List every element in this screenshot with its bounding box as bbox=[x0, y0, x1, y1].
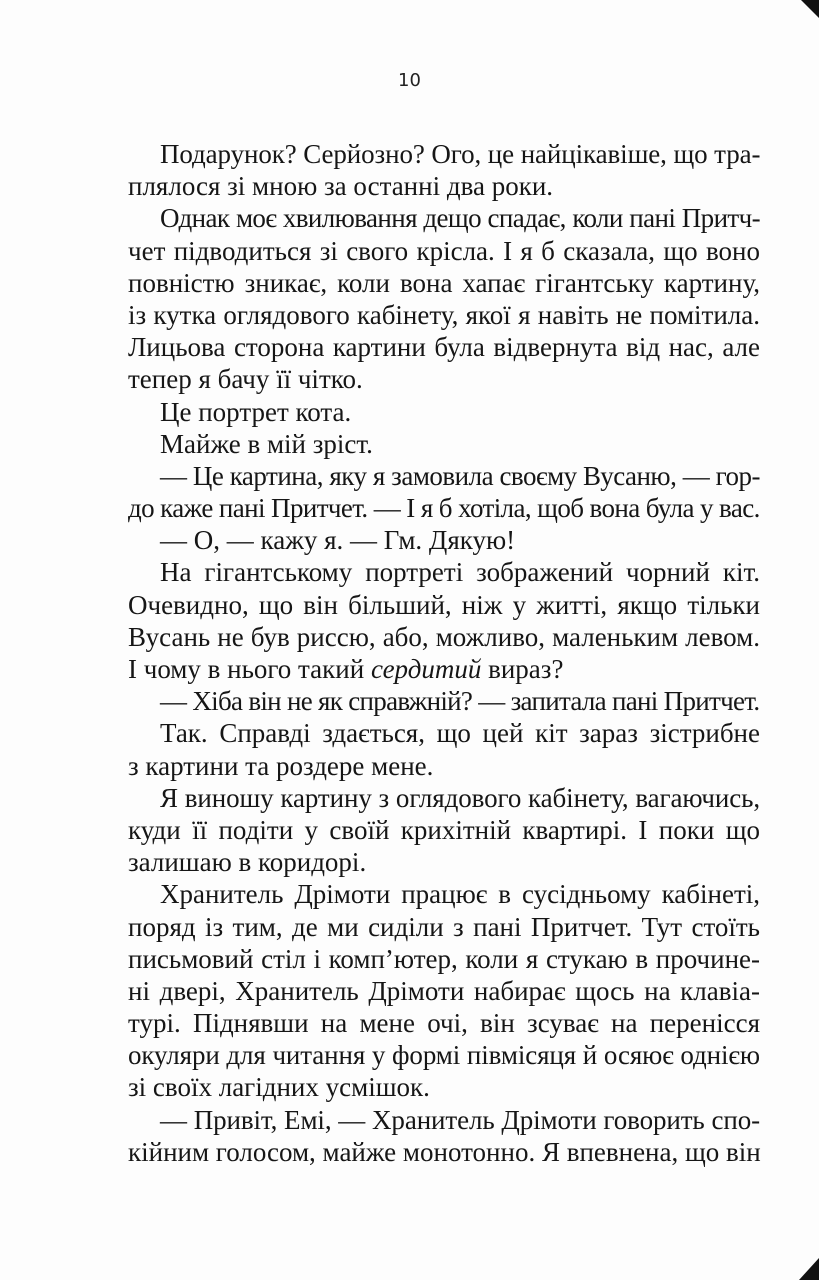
text-line: турі. Піднявши на мене очі, він зсуває на перенісся bbox=[128, 1008, 760, 1039]
text-line: письмовий стіл і комп’ютер, коли я стукаю в прочине- bbox=[128, 943, 760, 974]
page-number: 10 bbox=[398, 70, 421, 91]
text-line: Так. Справді здається, що цей кіт зараз зістрибне bbox=[160, 718, 760, 749]
text-line: — О, — кажу я. — Гм. Дякую! bbox=[160, 525, 516, 556]
text-segment: вираз? bbox=[481, 654, 564, 684]
text-line: поряд із тим, де ми сиділи з пані Притчет. Тут стоїть bbox=[128, 911, 760, 942]
text-line: — Хіба він не як справжній? — запитала пані Притчет. bbox=[160, 686, 760, 717]
text-line: кійним голосом, майже монотонно. Я впевнена, що він bbox=[128, 1136, 761, 1167]
text-line: окуляри для читання у формі півмісяця й осяює однією bbox=[128, 1040, 760, 1071]
text-line: — Це картина, яку я замовила своєму Вусаню, — гор- bbox=[160, 460, 760, 491]
text-line: Майже в мій зріст. bbox=[160, 428, 373, 459]
text-line: Вусань не був риссю, або, можливо, маленьким левом. bbox=[128, 621, 760, 652]
page-corner-mark-bottom bbox=[799, 1258, 819, 1280]
text-line: Очевидно, що він більший, ніж у житті, якщо тільки bbox=[128, 589, 760, 620]
page-corner-mark bbox=[801, 0, 819, 18]
text-line: з картини та роздере мене. bbox=[128, 750, 434, 781]
text-line: залишаю в коридорі. bbox=[128, 847, 367, 878]
text-segment: І чому в нього такий bbox=[128, 654, 371, 684]
text-line: повністю зникає, коли вона хапає гігантську картину, bbox=[128, 267, 760, 298]
text-line: — Привіт, Емі, — Хранитель Дрімоти говорить спо- bbox=[160, 1104, 760, 1135]
body-text bbox=[128, 138, 760, 1168]
text-line: Однак моє хвилювання дещо спадає, коли пані Притч- bbox=[160, 203, 760, 234]
text-line: чет підводиться зі свого крісла. І я б сказала, що воно bbox=[128, 235, 760, 266]
text-line: Я виношу картину з оглядового кабінету, вагаючись, bbox=[160, 782, 760, 813]
text-line: На гігантському портреті зображений чорний кіт. bbox=[160, 557, 760, 588]
text-line: плялося зі мною за останні два роки. bbox=[128, 171, 554, 202]
text-line: куди її подіти у своїй крихітній квартирі. І поки що bbox=[128, 814, 760, 845]
text-line: зі своїх лагідних усмішок. bbox=[128, 1072, 430, 1103]
text-line: тепер я бачу її чітко. bbox=[128, 364, 363, 395]
text-line: ні двері, Хранитель Дрімоти набирає щось на клавіа- bbox=[128, 975, 760, 1006]
text-line: Подарунок? Серйозно? Ого, це найцікавіше, що тра- bbox=[160, 139, 761, 169]
text-line: із кутка оглядового кабінету, якої я навіть не помітила. bbox=[128, 299, 760, 330]
text-line: до каже пані Притчет. — І я б хотіла, щоб вона була у вас. bbox=[128, 493, 760, 524]
text-line: Хранитель Дрімоти працює в сусідньому кабінеті, bbox=[160, 879, 760, 910]
text-line: Це портрет кота. bbox=[160, 396, 352, 427]
emphasis: сердитий bbox=[370, 654, 482, 684]
text-line: Лицьова сторона картини була відвернута від нас, але bbox=[128, 332, 760, 363]
text-line bbox=[128, 653, 760, 685]
